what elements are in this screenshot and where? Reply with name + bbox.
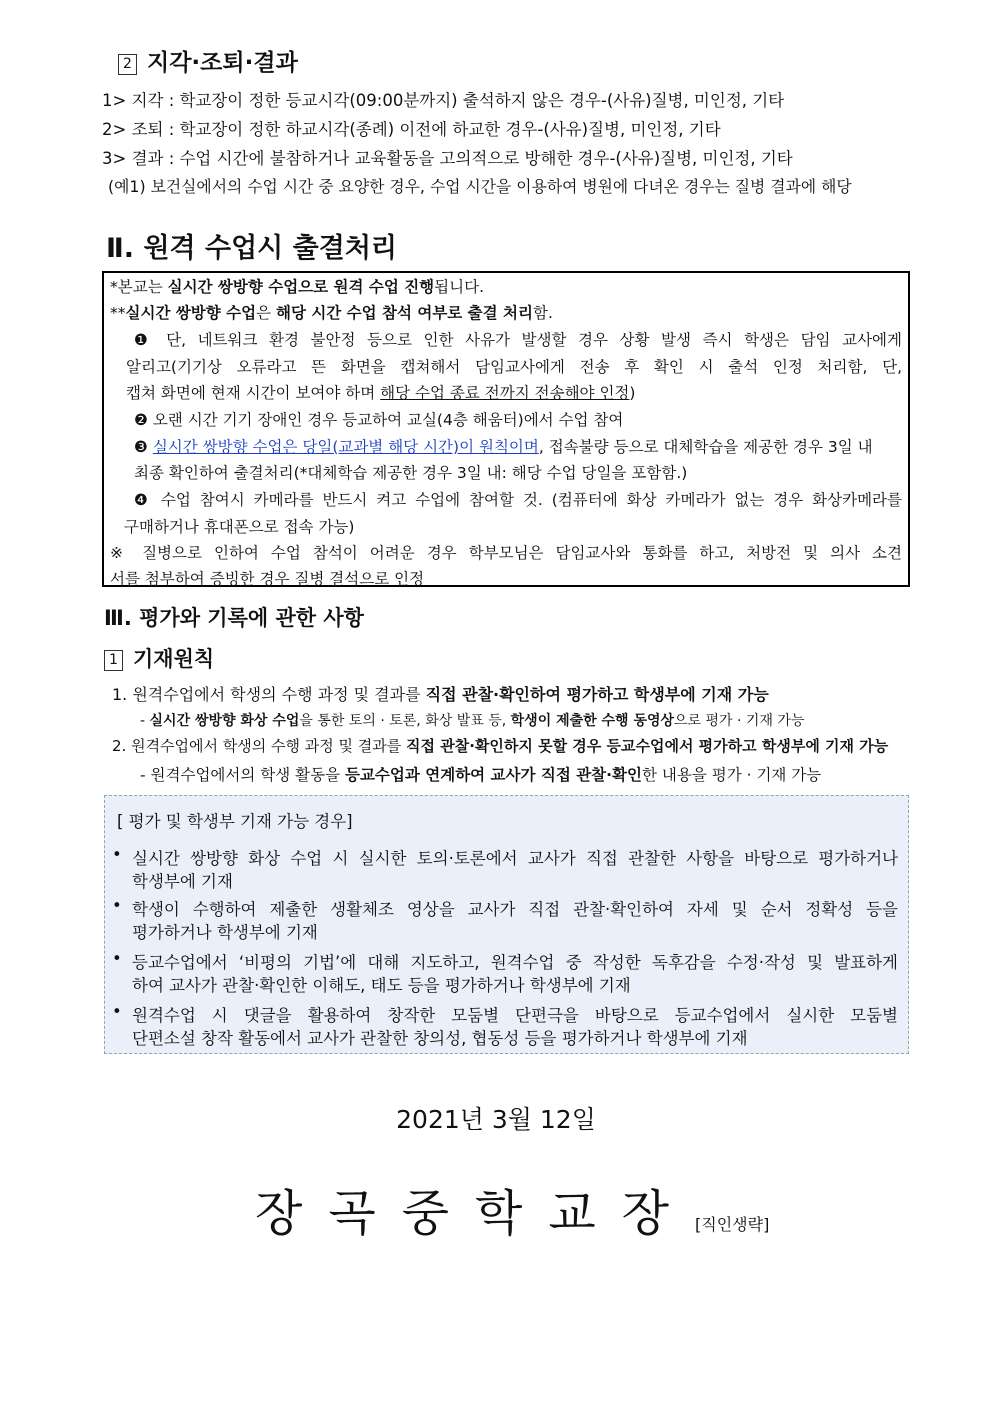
section-title: 지각·조퇴·결과: [147, 50, 298, 76]
notice-line-2: **실시간 쌍방향 수업은 해당 시간 수업 참석 여부로 출결 처리함.: [110, 304, 553, 322]
notice-illness-line-1: ※ 질병으로 인하여 수업 참석이 어려운 경우 학부모님은 담임교사와 통화를 하고, 처방전 및 의사 소견: [110, 544, 902, 562]
evaluation-box-title: [ 평가 및 학생부 기재 가능 경우]: [117, 812, 353, 831]
case-4-line-2: 단편소설 창작 활동에서 교사가 관찰한 창의성, 협동성 등을 평가하거나 학생부에 기재: [132, 1029, 748, 1048]
principle-2-detail: - 원격수업에서의 학생 활동을 등교수업과 연계하여 교사가 직접 관찰·확인한 내용을 평가 · 기재 가능: [140, 766, 822, 784]
case-1-line-2: 학생부에 기재: [132, 872, 233, 891]
bullet-mark: •: [112, 896, 122, 915]
rule-line-absence: 3> 결과 : 수업 시간에 불참하거나 교육활동을 고의적으로 방해한 경우-(사유)질병, 미인정, 기타: [102, 149, 793, 168]
bullet-mark: •: [112, 949, 122, 968]
notice-point-2: ❷ 오랜 시간 기기 장애인 경우 등교하여 교실(4층 해움터)에서 수업 참여: [134, 411, 624, 429]
notice-point-4-line-1: ❹ 수업 참여시 카메라를 반드시 켜고 수업에 참여할 것. (컴퓨터에 화상 카메라가 없는 경우 화상카메라를: [134, 491, 902, 509]
case-2-line-1: 학생이 수행하여 제출한 생활체조 영상을 교사가 직접 관찰·확인하여 자세 및 순서 정확성 등을: [132, 900, 898, 919]
principal-signature: [255, 1175, 769, 1245]
seal-omitted-note: [직인생략]: [695, 1215, 770, 1234]
case-3-line-2: 하여 교사가 관찰·확인한 이해도, 태도 등을 평가하거나 학생부에 기재: [132, 976, 631, 995]
bullet-mark: •: [112, 845, 122, 864]
rule-line-late: 1> 지각 : 학교장이 정한 등교시각(09:00분까지) 출석하지 않은 경우-(사유)질병, 미인정, 기타: [102, 91, 785, 110]
issue-date: 2021년 3월 12일: [396, 1105, 596, 1134]
case-4-line-1: 원격수업 시 댓글을 활용하여 창작한 모둠별 단편극을 바탕으로 등교수업에서 실시한 모둠별: [132, 1006, 898, 1025]
part-iii-title: Ⅲ. 평가와 기록에 관한 사항: [104, 606, 364, 630]
notice-line-1: *본교는 실시간 쌍방향 수업으로 원격 수업 진행됩니다.: [110, 278, 485, 296]
principle-1: 1. 원격수업에서 학생의 수행 과정 및 결과를 직접 관찰·확인하여 평가하고 학생부에 기재 가능: [112, 685, 769, 704]
subsection-heading: [104, 643, 214, 673]
part-ii-title: Ⅱ. 원격 수업시 출결처리: [106, 233, 397, 264]
subsection-title: 기재원칙: [133, 647, 215, 671]
principle-2: 2. 원격수업에서 학생의 수행 과정 및 결과를 직접 관찰·확인하지 못할 경우 등교수업에서 평가하고 학생부에 기재 가능: [112, 737, 889, 755]
notice-point-4-line-2: 구매하거나 휴대폰으로 접속 가능): [124, 518, 355, 536]
notice-point-1-line-1: ❶ 단, 네트워크 환경 불안정 등으로 인한 사유가 발생할 경우 상황 발생 즉시 학생은 담임 교사에게: [134, 331, 902, 349]
notice-point-3-line-2: 최종 확인하여 출결처리(*대체학습 제공한 경우 3일 내: 해당 수업 당일을 포함함.): [134, 464, 688, 482]
bullet-mark: •: [112, 1002, 122, 1021]
rule-example: (예1) 보건실에서의 수업 시간 중 요양한 경우, 수업 시간을 이용하여 병원에 다녀온 경우는 질병 결과에 해당: [108, 177, 852, 196]
principal-name: 장곡중학교장: [255, 1185, 696, 1242]
section-number-box: 2: [118, 54, 137, 75]
notice-point-1-line-2: 알리고(기기상 오류라고 뜬 화면을 캡쳐해서 담임교사에게 전송 후 확인 시 출석 인정 처리함, 단,: [126, 358, 902, 376]
principle-1-detail: - 실시간 쌍방향 화상 수업을 통한 토의 · 토론, 화상 발표 등, 학생이 제출한 수행 동영상으로 평가 · 기재 가능: [140, 713, 805, 729]
notice-illness-line-2: 서를 첨부하여 증빙한 경우 질병 결석으로 인정: [110, 570, 425, 588]
subsection-number-box: 1: [104, 650, 123, 671]
case-3-line-1: 등교수업에서 ‘비평의 기법’에 대해 지도하고, 원격수업 중 작성한 독후감을 수정·작성 및 발표하게: [132, 953, 898, 972]
notice-point-3-line-1: ❸ 실시간 쌍방향 수업은 당일(교과별 해당 시간)이 원칙이며, 접속불량 등으로 대체학습을 제공한 경우 3일 내: [134, 438, 873, 456]
case-2-line-2: 평가하거나 학생부에 기재: [132, 923, 318, 942]
notice-point-1-line-3: 캡쳐 화면에 현재 시간이 보여야 하며 해당 수업 종료 전까지 전송해야 인정): [126, 384, 636, 402]
section-heading: [118, 44, 298, 77]
case-1-line-1: 실시간 쌍방향 화상 수업 시 실시한 토의·토론에서 교사가 직접 관찰한 사항을 바탕으로 평가하거나: [132, 849, 898, 868]
rule-line-early-leave: 2> 조퇴 : 학교장이 정한 하교시각(종례) 이전에 하교한 경우-(사유)질병, 미인정, 기타: [102, 120, 721, 139]
